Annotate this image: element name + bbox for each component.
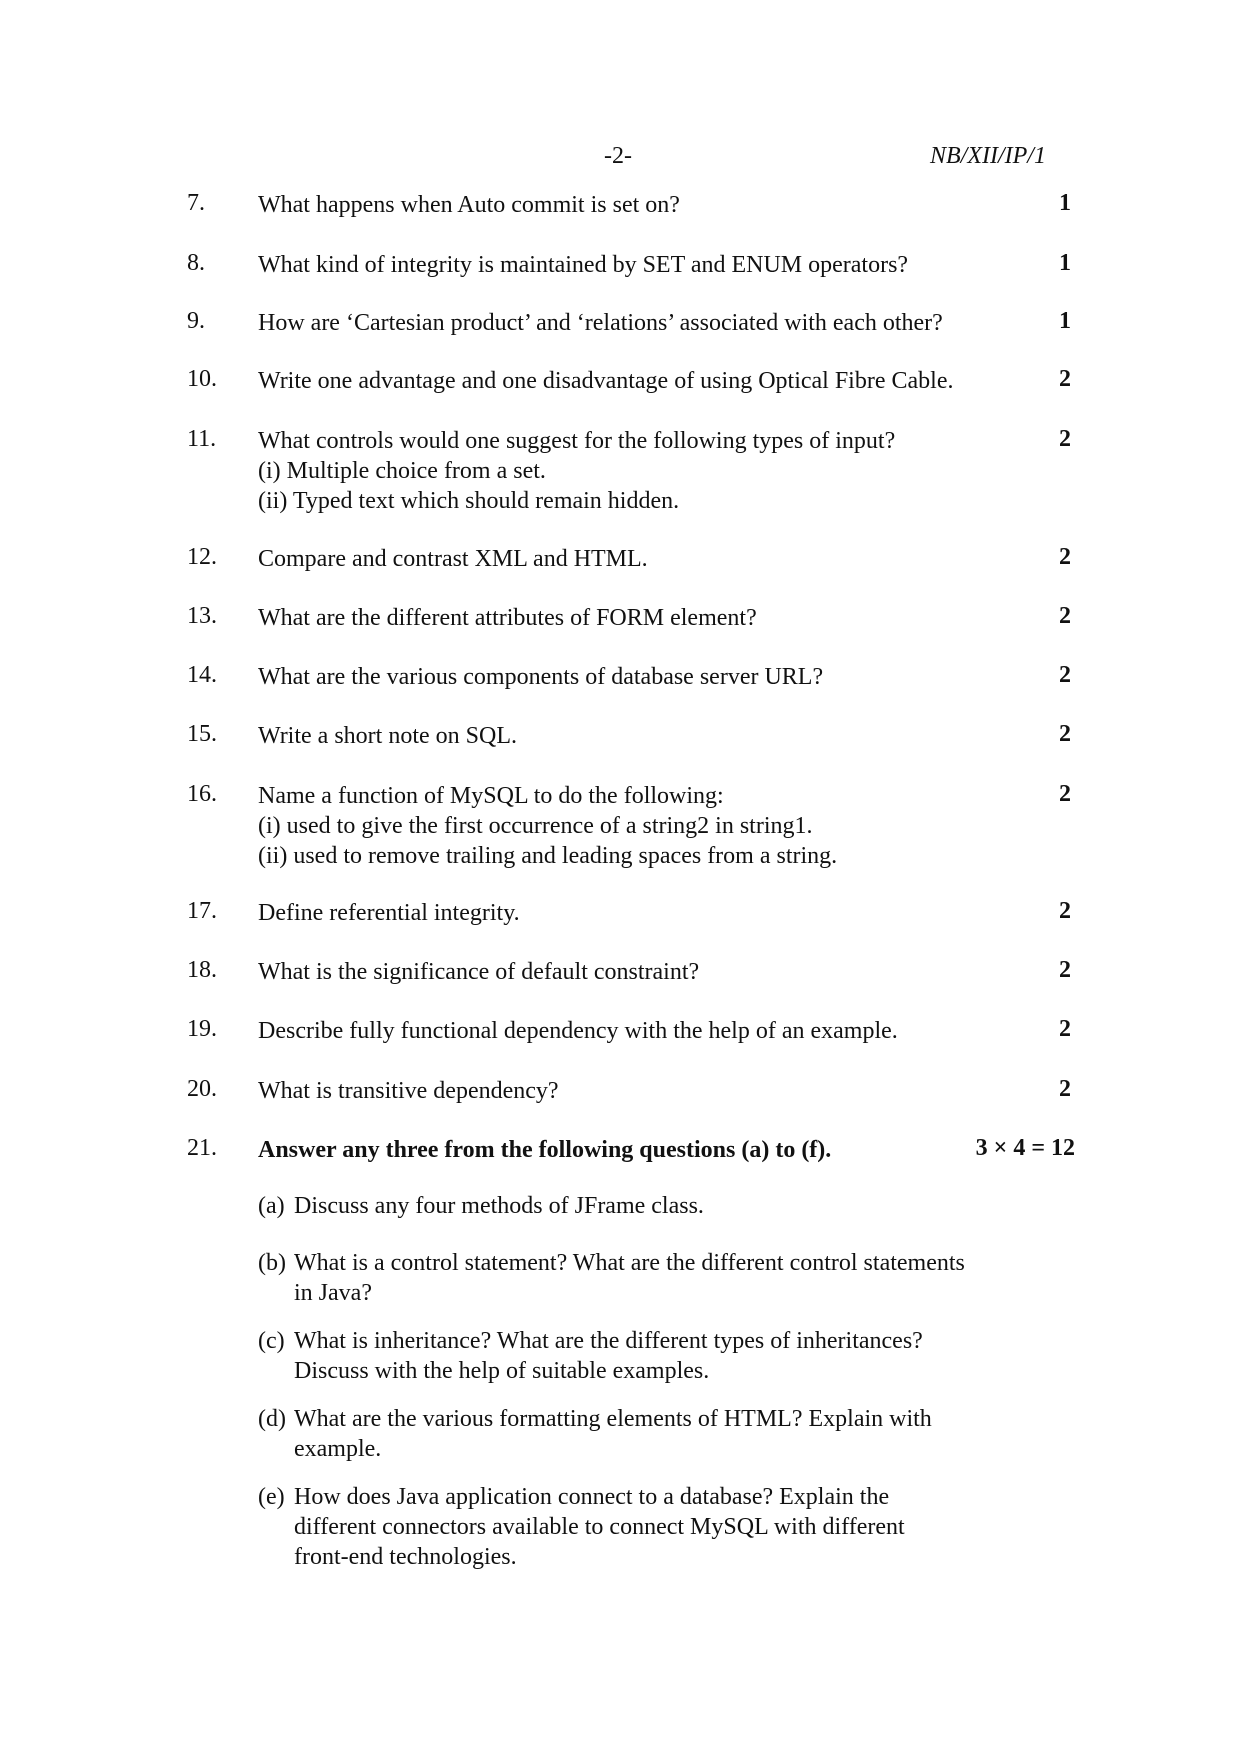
question-text — [258, 190, 1048, 220]
question-line: What is the significance of default constraint? — [258, 959, 700, 985]
question-marks: 2 — [1059, 544, 1071, 570]
sub-question-line: How does Java application connect to a database? Explain the — [294, 1484, 890, 1510]
question-number: 8. — [187, 250, 205, 276]
question-line: Answer any three from the following questions (a) to (f). — [258, 1137, 832, 1163]
sub-question-line: What is a control statement? What are the different control statements — [294, 1250, 965, 1276]
question-marks: 2 — [1059, 662, 1071, 688]
question-number: 7. — [187, 190, 205, 216]
sub-question-text — [294, 1326, 1058, 1386]
question-text — [258, 308, 1048, 338]
sub-question-label: (b) — [258, 1250, 286, 1276]
question-text — [258, 544, 1048, 574]
question-marks: 2 — [1059, 957, 1071, 983]
question-line: What is transitive dependency? — [258, 1078, 559, 1104]
question-marks: 2 — [1059, 1016, 1071, 1042]
question-marks: 2 — [1059, 721, 1071, 747]
question-number: 11. — [187, 426, 217, 452]
question-number: 20. — [187, 1076, 217, 1102]
question-number: 14. — [187, 662, 217, 688]
question-marks: 2 — [1059, 898, 1071, 924]
question-text — [258, 426, 1048, 516]
question-number: 18. — [187, 957, 217, 983]
sub-question-line: different connectors available to connect MySQL with different — [294, 1514, 905, 1540]
sub-question-text — [294, 1191, 1058, 1221]
question-marks: 2 — [1059, 1076, 1071, 1102]
page-number: -2- — [604, 143, 632, 169]
question-number: 19. — [187, 1016, 217, 1042]
question-marks: 2 — [1059, 781, 1071, 807]
question-text — [258, 603, 1048, 633]
question-number: 15. — [187, 721, 217, 747]
question-marks: 1 — [1059, 250, 1071, 276]
sub-question-text — [294, 1404, 1058, 1464]
sub-question-label: (a) — [258, 1193, 285, 1219]
question-number: 12. — [187, 544, 217, 570]
question-number: 17. — [187, 898, 217, 924]
question-text — [258, 721, 1048, 751]
paper-code: NB/XII/IP/1 — [930, 143, 1046, 169]
question-text — [258, 662, 1048, 692]
sub-question-text — [294, 1482, 1058, 1572]
question-marks: 1 — [1059, 308, 1071, 334]
question-line: What controls would one suggest for the following types of input? — [258, 428, 896, 454]
question-marks: 2 — [1059, 426, 1071, 452]
question-line: What happens when Auto commit is set on? — [258, 192, 680, 218]
sub-question-line: What are the various formatting elements of HTML? Explain with — [294, 1406, 932, 1432]
page-header — [0, 143, 1240, 173]
sub-question-label: (d) — [258, 1406, 286, 1432]
sub-question-line: front-end technologies. — [294, 1544, 517, 1570]
question-marks: 1 — [1059, 190, 1071, 216]
question-line: Name a function of MySQL to do the following: — [258, 783, 724, 809]
question-number: 13. — [187, 603, 217, 629]
sub-question-line: example. — [294, 1436, 382, 1462]
question-text — [258, 1076, 1048, 1106]
question-line: Write one advantage and one disadvantage of using Optical Fibre Cable. — [258, 368, 954, 394]
question-text — [258, 366, 1048, 396]
question-marks: 3 × 4 = 12 — [975, 1135, 1075, 1161]
question-number: 21. — [187, 1135, 217, 1161]
sub-question-label: (c) — [258, 1328, 285, 1354]
sub-question-text — [294, 1248, 1058, 1308]
question-number: 16. — [187, 781, 217, 807]
question-text — [258, 957, 1048, 987]
question-line: Define referential integrity. — [258, 900, 520, 926]
question-number: 9. — [187, 308, 205, 334]
question-text — [258, 1016, 1048, 1046]
question-line: Write a short note on SQL. — [258, 723, 517, 749]
question-line: (i) used to give the first occurrence of a string2 in string1. — [258, 813, 813, 839]
sub-question-line: What is inheritance? What are the different types of inheritances? — [294, 1328, 923, 1354]
question-line: What are the various components of database server URL? — [258, 664, 824, 690]
question-line: Describe fully functional dependency with the help of an example. — [258, 1018, 898, 1044]
sub-question-line: Discuss with the help of suitable examples. — [294, 1358, 710, 1384]
question-number: 10. — [187, 366, 217, 392]
question-text — [258, 1135, 1048, 1165]
question-text — [258, 898, 1048, 928]
question-text — [258, 250, 1048, 280]
question-line: (ii) used to remove trailing and leading spaces from a string. — [258, 843, 838, 869]
question-line: (i) Multiple choice from a set. — [258, 458, 546, 484]
sub-question-line: Discuss any four methods of JFrame class. — [294, 1193, 704, 1219]
question-text — [258, 781, 1048, 871]
question-marks: 2 — [1059, 366, 1071, 392]
question-line: (ii) Typed text which should remain hidden. — [258, 488, 680, 514]
question-line: What are the different attributes of FORM element? — [258, 605, 757, 631]
sub-question-line: in Java? — [294, 1280, 372, 1306]
question-line: Compare and contrast XML and HTML. — [258, 546, 648, 572]
question-line: What kind of integrity is maintained by SET and ENUM operators? — [258, 252, 909, 278]
question-marks: 2 — [1059, 603, 1071, 629]
question-line: How are ‘Cartesian product’ and ‘relations’ associated with each other? — [258, 310, 943, 336]
sub-question-label: (e) — [258, 1484, 285, 1510]
